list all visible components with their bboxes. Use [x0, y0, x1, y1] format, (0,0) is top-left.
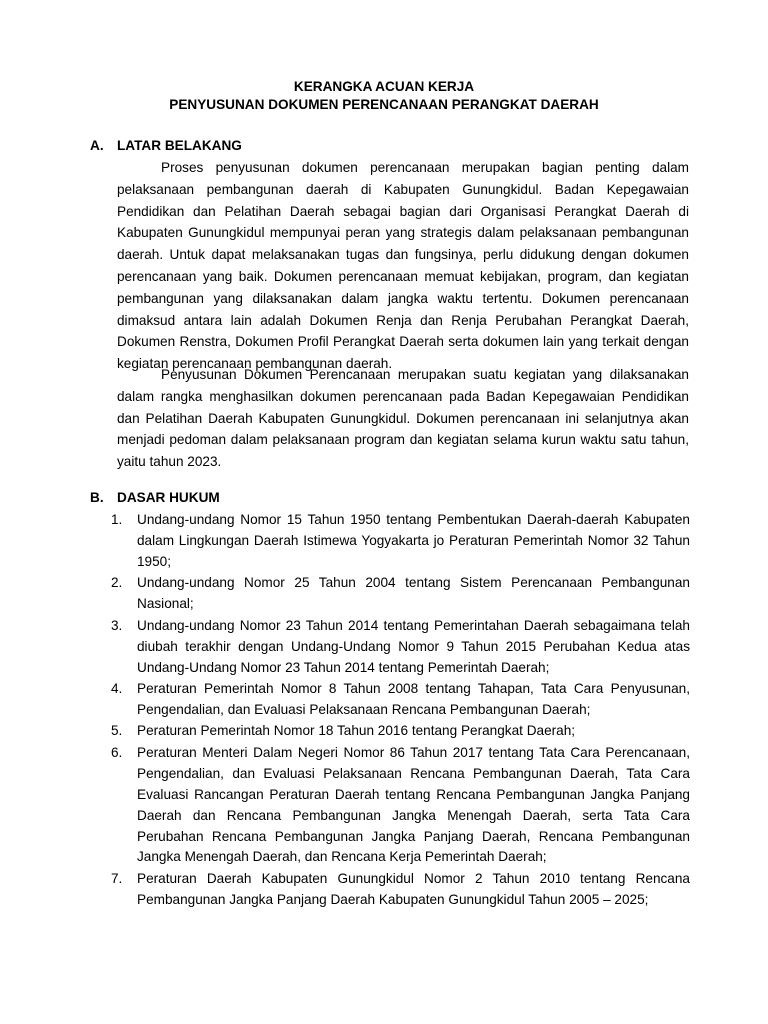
list-item — [90, 679, 690, 721]
section-a-heading — [90, 135, 690, 156]
list-item-number: 3. — [111, 617, 123, 633]
section-b-title: DASAR HUKUM — [117, 490, 220, 505]
section-b-heading — [90, 487, 690, 508]
latar-belakang-paragraph-2: Penyusunan Dokumen Perencanaan merupakan suatu kegiatan yang dilaksanakan dalam rangka menghasilkan dokumen perencanaan pada Badan Kepegawaian Pendidikan dan Pelatihan Daerah Kabupaten Gunungkidul. Dokumen perencanaan ini selanjutnya akan menjadi pedoman dalam pelaksanaan program dan kegiatan selama kurun waktu satu tahun, yaitu tahun 2023. — [117, 367, 689, 470]
list-item-number: 4. — [111, 681, 123, 697]
list-item — [90, 573, 690, 615]
section-b-letter: B. — [90, 490, 104, 505]
list-item-number: 6. — [111, 744, 123, 760]
list-item-number: 7. — [111, 870, 123, 886]
list-item-text: Peraturan Pemerintah Nomor 8 Tahun 2008 tentang Tahapan, Tata Cara Penyusunan, Pengendalian, dan Evaluasi Pelaksanaan Rencana Pembangunan Daerah; — [137, 681, 690, 717]
dasar-hukum-list — [90, 510, 690, 911]
section-a-title: LATAR BELAKANG — [117, 138, 242, 153]
list-item — [90, 510, 690, 573]
list-item-text: Peraturan Pemerintah Nomor 18 Tahun 2016 tentang Perangkat Daerah; — [137, 723, 576, 739]
list-item — [90, 869, 690, 911]
list-item-text: Peraturan Daerah Kabupaten Gunungkidul Nomor 2 Tahun 2010 tentang Rencana Pembangunan Jangka Panjang Daerah Kabupaten Gunungkidul Tahun 2005 – 2025; — [137, 870, 690, 907]
list-item-number: 5. — [111, 723, 123, 739]
document-title-line-2: PENYUSUNAN DOKUMEN PERENCANAAN PERANGKAT DAERAH — [169, 97, 599, 112]
section-a-letter: A. — [90, 138, 104, 153]
document-title-line-1: KERANGKA ACUAN KERJA — [293, 79, 475, 94]
list-item-text: Undang-undang Nomor 15 Tahun 1950 tentang Pembentukan Daerah-daerah Kabupaten dalam Lingkungan Daerah Istimewa Yogyakarta jo Peraturan Pemerintah Nomor 32 Tahun 1950; — [137, 512, 690, 569]
list-item-number: 1. — [111, 512, 123, 527]
list-item-text: Undang-undang Nomor 25 Tahun 2004 tentang Sistem Perencanaan Pembangunan Nasional; — [137, 575, 690, 612]
list-item — [90, 743, 690, 868]
list-item-text: Undang-undang Nomor 23 Tahun 2014 tentang Pemerintahan Daerah sebagaimana telah diubah terakhir dengan Undang-Undang Nomor 9 Tahun 2015 Perubahan Kedua atas Undang-Undang Nomor 23 Tahun 2014 tentang Pemerintah Daerah; — [137, 617, 690, 675]
list-item — [90, 721, 690, 742]
list-item-number: 2. — [111, 575, 123, 591]
list-item-text: Peraturan Menteri Dalam Negeri Nomor 86 Tahun 2017 tentang Tata Cara Perencanaan, Pengendalian, dan Evaluasi Pelaksanaan Rencana Pembangunan Daerah, Tata Cara Evaluasi Rancangan Peraturan Daerah tentang Rencana Pembangunan Jangka Panjang Daerah dan Rencana Pembangunan Jangka Menengah Daerah, serta Tata Cara Perubahan Rencana Pembangunan Jangka Panjang Daerah, Rencana Pembangunan Jangka Menengah Daerah, dan Rencana Kerja Pemerintah Daerah; — [137, 744, 690, 865]
latar-belakang-paragraph-1: Proses penyusunan dokumen perencanaan merupakan bagian penting dalam pelaksanaan pembangunan daerah di Kabupaten Gunungkidul. Badan Kepegawaian Pendidikan dan Pelatihan Daerah sebagai bagian dari Organisasi Perangkat Daerah di Kabupaten Gunungkidul mempunyai peran yang strategis dalam pelaksanaan pembangunan daerah. Untuk dapat melaksanakan tugas dan fungsinya, perlu didukung dengan dokumen perencanaan yang baik. Dokumen perencanaan memuat kebijakan, program, dan kegiatan pembangunan yang dilaksanakan dalam jangka waktu tertentu. Dokumen perencanaan dimaksud antara lain adalah Dokumen Renja dan Renja Perubahan Perangkat Daerah, Dokumen Renstra, Dokumen Profil Perangkat Daerah serta dokumen lain yang terkait dengan kegiatan perencanaan pembangunan daerah. — [117, 160, 689, 372]
list-item — [90, 616, 690, 679]
